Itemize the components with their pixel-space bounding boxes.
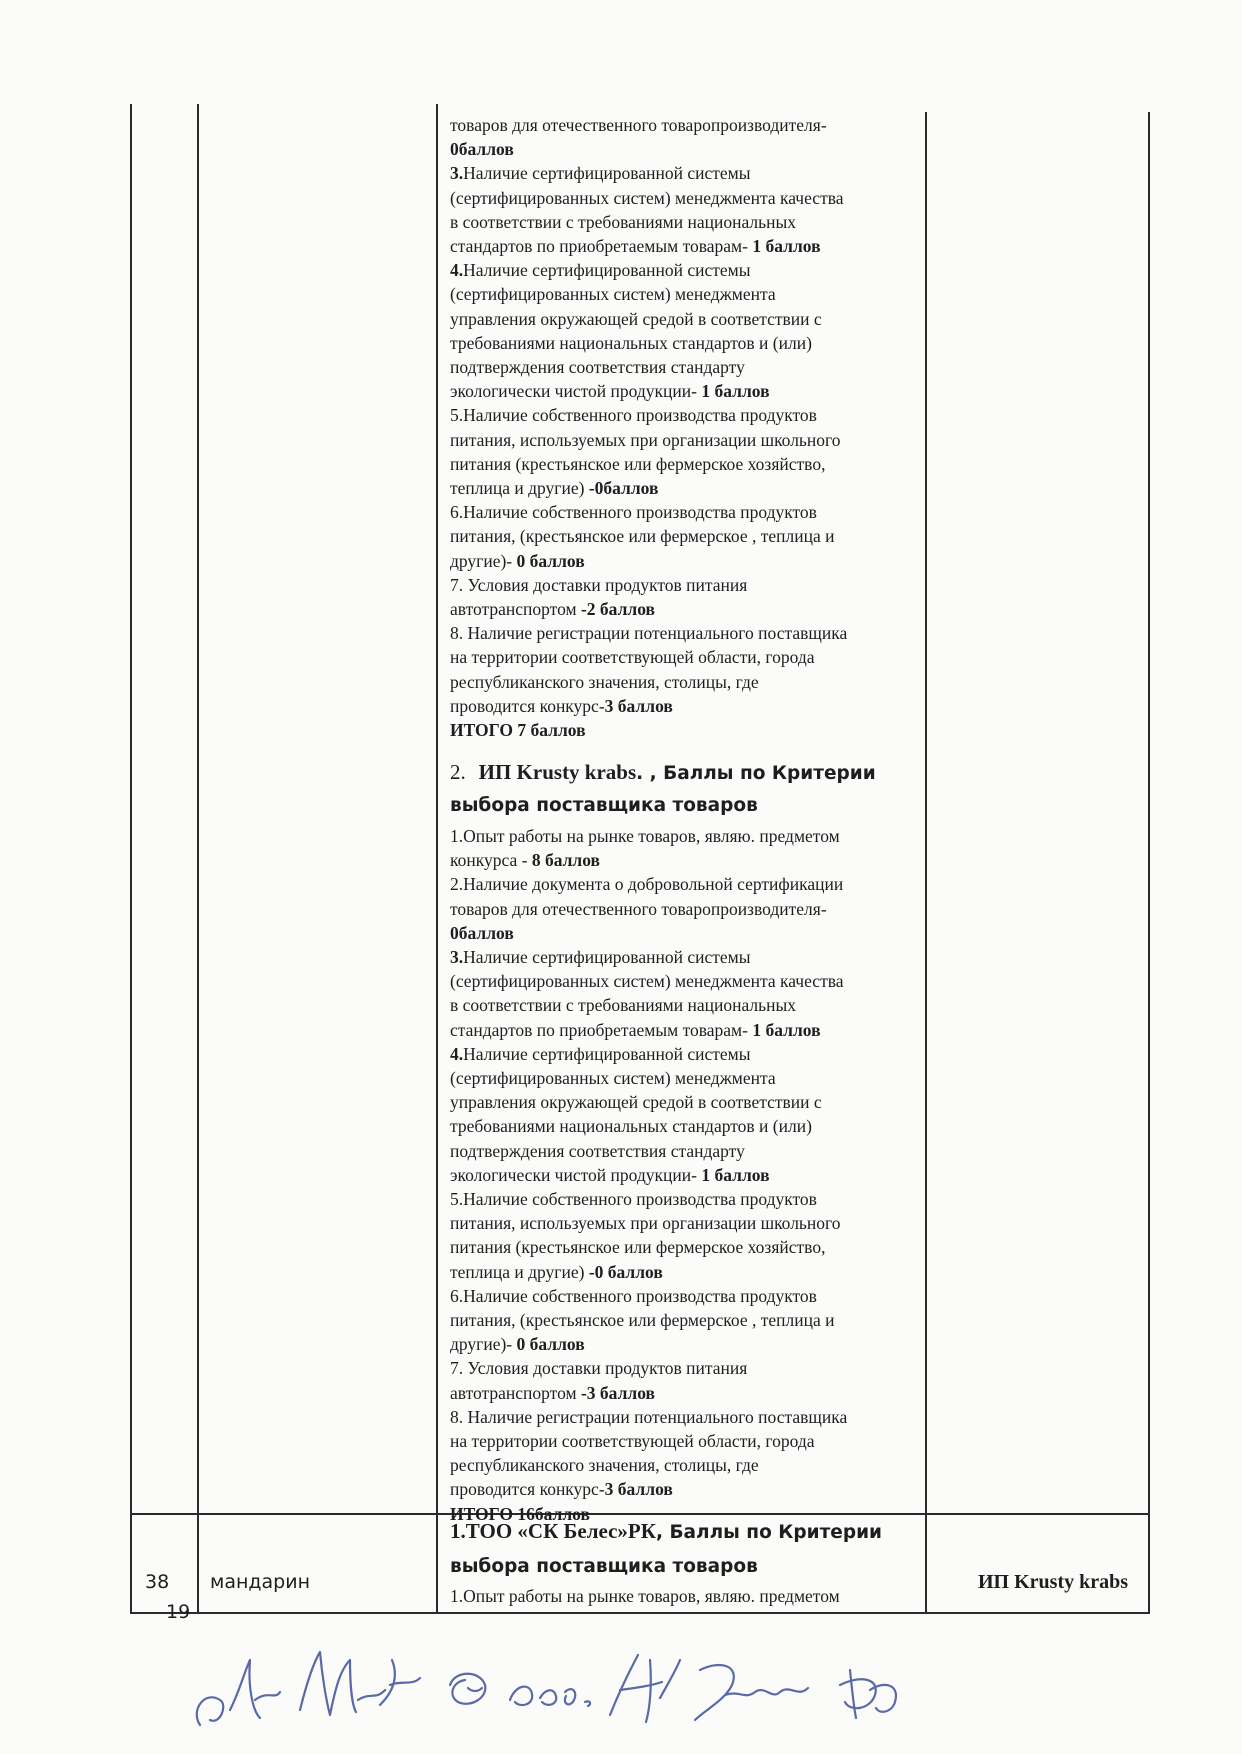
line-text: Наличие сертифицированной системы (463, 163, 751, 184)
line-text: теплица и другие) (450, 1261, 589, 1282)
line-text: 7. Условия доставки продуктов питания (450, 1358, 748, 1379)
supplier-2-name: ИП Krusty krabs (478, 760, 637, 784)
table-divider-product-criteria (436, 104, 438, 1614)
line-text: питания, (крестьянское или фермерское , теплица и (450, 526, 835, 547)
criteria-line (450, 1018, 940, 1042)
criteria-line (450, 258, 940, 282)
criteria-line (450, 186, 940, 210)
signature-6 (695, 1665, 808, 1720)
signature-3 (450, 1674, 485, 1704)
line-text: товаров для отечественного товаропроизводителя- (450, 115, 827, 135)
criteria-line (450, 210, 940, 234)
page-number: 19 (166, 1601, 191, 1623)
supplier-2-number: 2. (450, 760, 466, 784)
line-bold-text: 8 баллов (531, 850, 600, 871)
line-bold-text: 0 баллов (516, 1334, 585, 1355)
line-text: требованиями национальных стандартов и (или) (450, 1116, 812, 1137)
criteria-line (450, 897, 940, 921)
criteria-line (450, 824, 940, 848)
line-text: конкурса - (450, 850, 532, 871)
table-border-right (1148, 112, 1150, 1614)
criteria-line (450, 1308, 940, 1332)
line-bold-text: 1 баллов (752, 1019, 821, 1040)
criteria-line (450, 161, 940, 185)
line-text: стандартов по приобретаемым товарам- (450, 236, 753, 257)
criteria-line (450, 1163, 940, 1187)
criteria-line (450, 969, 940, 993)
row-38-first-criterion: 1.Опыт работы на рынке товаров, являю. предметом (450, 1586, 840, 1606)
line-text: в соответствии с требованиями национальных (450, 211, 796, 232)
line-bold-text: 0баллов (450, 922, 514, 943)
line-bold-text: 3. (450, 163, 464, 184)
criteria-line (450, 621, 940, 645)
line-bold-text: 4. (450, 260, 464, 281)
line-text: управления окружающей средой в соответствии с (450, 1092, 822, 1113)
criteria-line (450, 428, 940, 452)
criteria-line (450, 1090, 940, 1114)
line-text: 7. Условия доставки продуктов питания (450, 574, 748, 595)
criteria-line (450, 694, 940, 718)
criteria-line (450, 137, 940, 161)
row-38-heading-line2: выбора поставщика товаров (450, 1556, 758, 1577)
criteria-line (450, 476, 940, 500)
criteria-line (450, 1211, 940, 1235)
product-name: мандарин (210, 1571, 311, 1593)
line-bold-text: 3 баллов (604, 1479, 673, 1500)
row-38-supplier-1-heading (450, 1514, 940, 1584)
line-text: другие)- (450, 1334, 517, 1355)
table-bottom-border (130, 1612, 1150, 1614)
criteria-line (450, 1356, 940, 1380)
criteria-line (450, 524, 940, 548)
criteria-line (450, 670, 940, 694)
signatures-image (180, 1630, 940, 1740)
line-text: 8. Наличие регистрации потенциального поставщика (450, 623, 848, 644)
criteria-line (450, 1114, 940, 1138)
line-text: товаров для отечественного товаропроизводителя- (450, 898, 827, 919)
line-text: (сертифицированных систем) менеджмента качества (450, 971, 844, 992)
criteria-line (450, 718, 940, 742)
criteria-line (450, 1139, 940, 1163)
line-text: на территории соответствующей области, города (450, 1431, 815, 1452)
criteria-line (450, 1429, 940, 1453)
criteria-line (450, 307, 940, 331)
supplier-1-criteria-continuation (450, 113, 940, 742)
criteria-line (450, 848, 940, 872)
signature-4 (510, 1687, 590, 1706)
line-text: требованиями национальных стандартов и (или) (450, 332, 812, 353)
criteria-line (450, 549, 940, 573)
criteria-line (450, 403, 940, 427)
line-text: Наличие сертифицированной системы (463, 947, 751, 968)
supplier-2-heading-line2: выбора поставщика товаров (450, 795, 758, 816)
criteria-line (450, 921, 940, 945)
line-bold-text: -0 баллов (588, 1261, 663, 1282)
line-text: автотранспортом (450, 599, 581, 620)
criteria-line (450, 500, 940, 524)
criteria-line (450, 1042, 940, 1066)
criteria-line (450, 1066, 940, 1090)
line-text: теплица и другие) (450, 478, 589, 499)
line-text: Наличие сертифицированной системы (463, 260, 751, 281)
line-bold-text: 1 баллов (752, 236, 821, 257)
criteria-line (450, 452, 940, 476)
criteria-line (450, 1381, 940, 1405)
line-text: экологически чистой продукции- (450, 1164, 702, 1185)
line-text: управления окружающей средой в соответствии с (450, 308, 822, 329)
line-bold-text: -3 баллов (580, 1382, 655, 1403)
criteria-line (450, 597, 940, 621)
criteria-line (450, 573, 940, 597)
criteria-line (450, 1405, 940, 1429)
line-text: (сертифицированных систем) менеджмента качества (450, 187, 844, 208)
line-bold-text: 0баллов (450, 139, 514, 160)
criteria-line (450, 645, 940, 669)
signature-2 (300, 1652, 420, 1715)
line-bold-text: 0 баллов (516, 550, 585, 571)
line-text: 8. Наличие регистрации потенциального поставщика (450, 1406, 848, 1427)
line-text: 6.Наличие собственного производства продуктов (450, 502, 817, 523)
signature-5 (610, 1655, 680, 1722)
line-bold-text: 3. (450, 947, 464, 968)
line-text: (сертифицированных систем) менеджмента (450, 284, 776, 305)
criteria-line (450, 1284, 940, 1308)
line-text: питания, (крестьянское или фермерское , теплица и (450, 1310, 835, 1331)
criteria-line (450, 1453, 940, 1477)
criteria-line (450, 1332, 940, 1356)
criteria-line (450, 355, 940, 379)
criteria-line (450, 1187, 940, 1211)
criteria-line (450, 379, 940, 403)
table-divider-number-product (197, 104, 199, 1614)
line-text: 1.Опыт работы на рынке товаров, являю. предметом (450, 826, 840, 846)
criteria-line (450, 1477, 940, 1501)
row-38-supplier-1-name: 1.ТОО «СК Белес»РК (450, 1519, 656, 1543)
row-number: 38 (145, 1571, 170, 1593)
signature-7 (840, 1670, 896, 1718)
line-text: питания (крестьянское или фермерское хозяйство, (450, 453, 826, 474)
line-bold-text: 1 баллов (701, 381, 770, 402)
line-text: питания (крестьянское или фермерское хозяйство, (450, 1237, 826, 1258)
line-text: 5.Наличие собственного производства продуктов (450, 405, 817, 426)
line-text: республиканского значения, столицы, где (450, 1455, 759, 1476)
line-bold-text: 3 баллов (604, 695, 673, 716)
line-text: республиканского значения, столицы, где (450, 671, 759, 692)
line-bold-text: -2 баллов (580, 599, 655, 620)
line-text: стандартов по приобретаемым товарам- (450, 1019, 753, 1040)
criteria-line (450, 1260, 940, 1284)
line-bold-text: 1 баллов (701, 1164, 770, 1185)
criteria-line (450, 282, 940, 306)
criteria-line (450, 331, 940, 355)
winner-cell: ИП Krusty krabs (978, 1571, 1129, 1593)
line-bold-text: ИТОГО 7 баллов (450, 720, 586, 741)
line-bold-text: 4. (450, 1043, 464, 1064)
criteria-line (450, 234, 940, 258)
row-38-heading-rest: , Баллы по Критерии (655, 1522, 883, 1543)
supplier-2-heading (450, 756, 940, 822)
table-border-left (130, 104, 132, 1614)
signature-1 (197, 1660, 280, 1725)
line-text: другие)- (450, 550, 517, 571)
line-text: в соответствии с требованиями национальных (450, 995, 796, 1016)
criteria-line (450, 945, 940, 969)
line-text: проводится конкурс- (450, 1479, 605, 1500)
criteria-line (450, 993, 940, 1017)
line-text: подтверждения соответствия стандарту (450, 357, 745, 378)
line-text: на территории соответствующей области, города (450, 647, 815, 668)
line-text: (сертифицированных систем) менеджмента (450, 1068, 776, 1089)
line-text: экологически чистой продукции- (450, 381, 702, 402)
criteria-line (450, 1235, 940, 1259)
line-text: питания, используемых при организации школьного (450, 1213, 841, 1234)
line-text: подтверждения соответствия стандарту (450, 1140, 745, 1161)
line-text: 5.Наличие собственного производства продуктов (450, 1189, 817, 1210)
line-text: автотранспортом (450, 1382, 581, 1403)
supplier-2-criteria (450, 824, 940, 1526)
line-text: 6.Наличие собственного производства продуктов (450, 1285, 817, 1306)
supplier-2-heading-rest: . , Баллы по Критерии (636, 763, 876, 784)
line-text: питания, используемых при организации школьного (450, 429, 841, 450)
line-bold-text: ИТОГО 16баллов (450, 1503, 590, 1524)
line-text: проводится конкурс- (450, 695, 605, 716)
line-bold-text: -0баллов (588, 478, 659, 499)
criteria-line (450, 872, 940, 896)
line-text: Наличие сертифицированной системы (463, 1043, 751, 1064)
line-text: 2.Наличие документа о добровольной сертификации (450, 874, 844, 895)
criteria-line (450, 113, 940, 137)
